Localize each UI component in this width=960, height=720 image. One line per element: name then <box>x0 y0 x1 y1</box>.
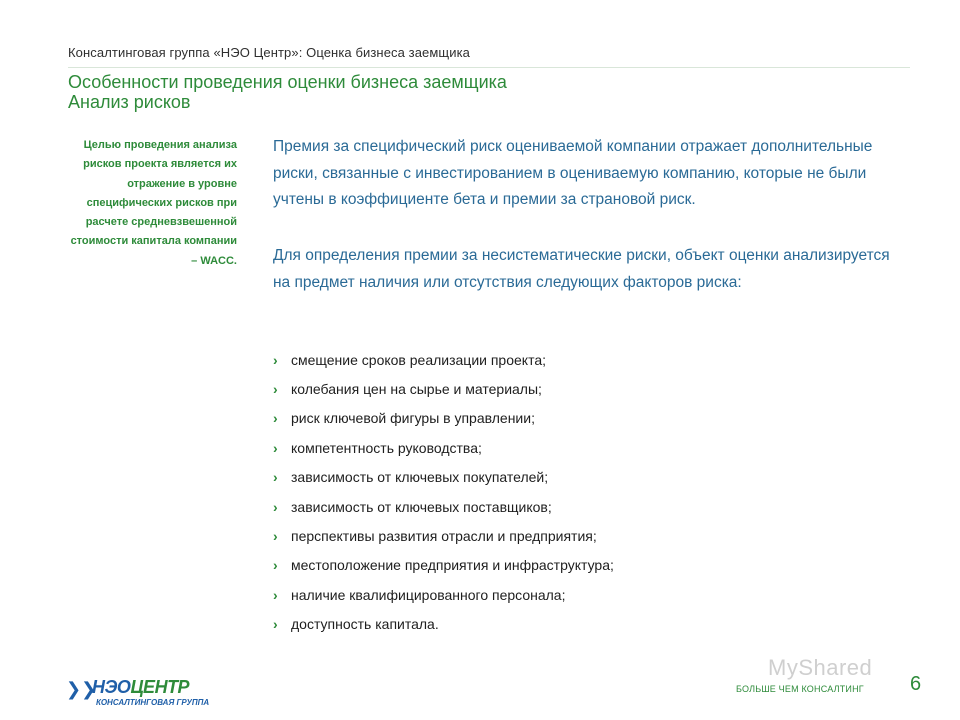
paragraph-specific-risk: Премия за специфический риск оцениваемой компании отражает дополнительные риски, связанные с инвестированием в оцениваемую компанию, которые не были учтены в коэффициенте бета и премии за страновой риск. <box>273 138 873 208</box>
list-item: › наличие квалифицированного персонала; <box>273 586 566 603</box>
chevron-right-icon: › <box>273 616 278 633</box>
chevron-right-icon: › <box>273 498 278 515</box>
header-divider <box>68 67 910 68</box>
risk-factors-list <box>273 345 614 639</box>
chevron-right-icon: › <box>273 557 278 574</box>
page-subtitle: Анализ рисков <box>68 92 191 112</box>
page-number: 6 <box>910 673 922 695</box>
paragraph-unsystematic-risk: Для определения премии за несистематические риски, объект оценки анализируется на предмет наличия или отсутствия следующих факторов риска: <box>273 247 890 291</box>
side-note: Целью проведения анализа рисков проекта является их отражение в уровне специфических рисков при расчете средневзвешенной стоимости капитала компании – WACC. <box>70 139 237 267</box>
breadcrumb: Консалтинговая группа «НЭО Центр»: Оценка бизнеса заемщика <box>68 45 470 60</box>
tagline: БОЛЬШЕ ЧЕМ КОНСАЛТИНГ <box>736 684 864 694</box>
list-item: › колебания цен на сырье и материалы; <box>273 381 542 398</box>
list-item: › доступность капитала. <box>273 616 439 633</box>
chevron-right-icon: › <box>273 528 278 545</box>
company-logo <box>66 676 226 710</box>
logo-arrows-icon: ❯❯ <box>66 679 97 699</box>
list-item: › местоположение предприятия и инфраструктура; <box>273 557 614 574</box>
chevron-right-icon: › <box>273 469 278 486</box>
list-item: › зависимость от ключевых поставщиков; <box>273 498 552 515</box>
logo-subtitle: КОНСАЛТИНГОВАЯ ГРУППА <box>96 698 210 707</box>
logo-name: НЭОЦЕНТР <box>92 677 190 697</box>
list-item: › компетентность руководства; <box>273 439 482 456</box>
chevron-right-icon: › <box>273 351 278 368</box>
list-item: › зависимость от ключевых покупателей; <box>273 469 549 486</box>
list-item: › смещение сроков реализации проекта; <box>273 351 547 368</box>
chevron-right-icon: › <box>273 586 278 603</box>
list-item: › риск ключевой фигуры в управлении; <box>273 410 535 427</box>
page-title: Особенности проведения оценки бизнеса заемщика <box>68 72 507 92</box>
chevron-right-icon: › <box>273 410 278 427</box>
chevron-right-icon: › <box>273 439 278 456</box>
list-item: › перспективы развития отрасли и предприятия; <box>273 528 597 545</box>
chevron-right-icon: › <box>273 381 278 398</box>
watermark: MyShared <box>768 655 873 680</box>
